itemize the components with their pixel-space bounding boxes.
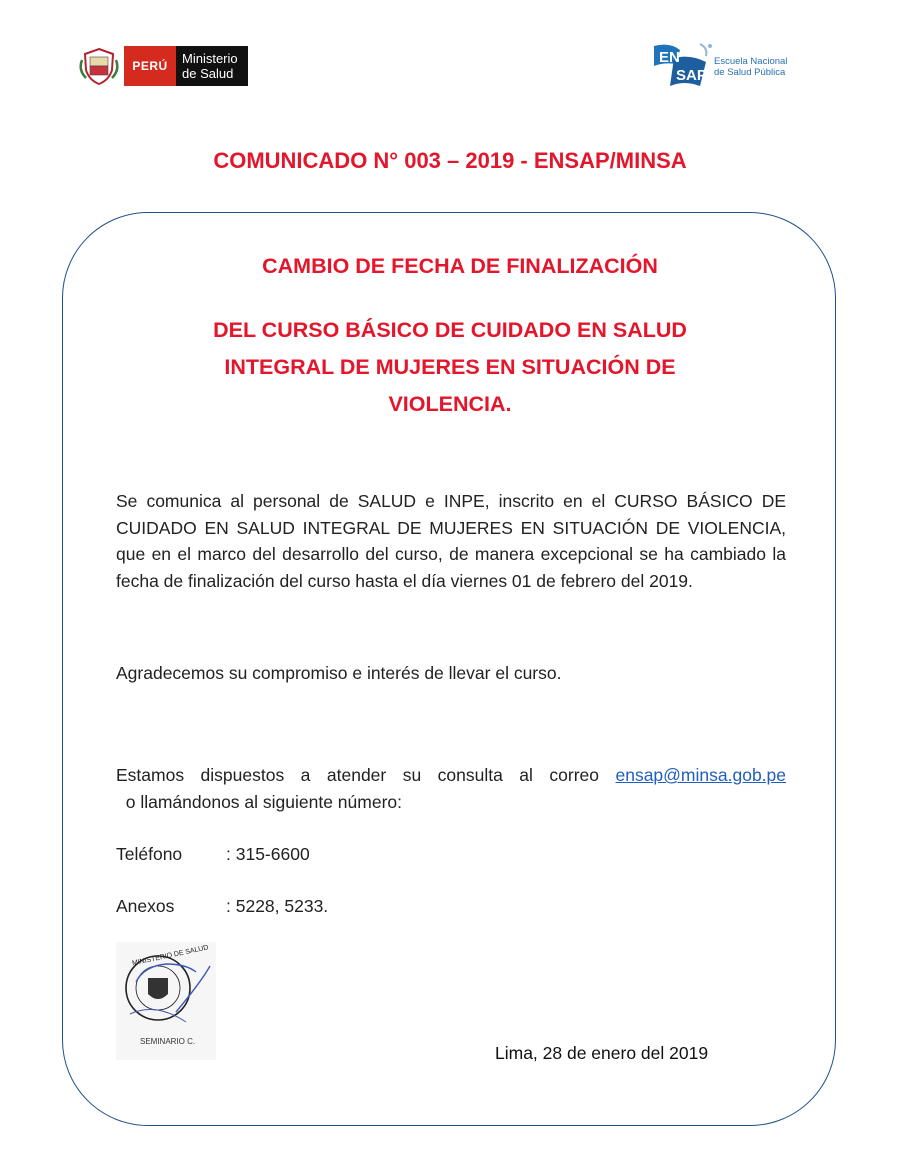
official-stamp <box>116 942 216 1060</box>
subtitle: CAMBIO DE FECHA DE FINALIZACIÓN <box>262 254 658 278</box>
stamp-signature-text: SEMINARIO C. <box>140 1037 196 1046</box>
email-link[interactable]: ensap@minsa.gob.pe <box>615 765 786 785</box>
course-title-line1: DEL CURSO BÁSICO DE CUIDADO EN SALUD <box>213 318 687 342</box>
paragraph-announcement: Se comunica al personal de SALUD e INPE, inscrito en el CURSO BÁSICO DE CUIDADO EN SALUD INTEGRAL DE MUJERES EN SITUACIÓN DE VIOLENCIA, que en el marco del desarrollo del curso, de manera excepcional se ha cambiado la fecha de finalización del curso hasta el día viernes 01 de febrero del 2019. <box>116 491 786 591</box>
svg-text:SAP: SAP <box>676 67 707 84</box>
comunicado-title: COMUNICADO N° 003 – 2019 - ENSAP/MINSA <box>213 148 687 173</box>
ensap-name <box>714 56 787 78</box>
minsa-logo <box>78 42 258 90</box>
anexos-row <box>116 896 328 917</box>
ensap-name-line2: de Salud Pública <box>714 67 786 78</box>
contact-text-after: o llamándonos al siguiente número: <box>116 791 403 812</box>
course-title <box>100 312 800 423</box>
paragraph-thanks: Agradecemos su compromiso e interés de llevar el curso. <box>116 663 562 683</box>
anexos-value: : 5228, 5233. <box>226 896 329 916</box>
course-title-line3: VIOLENCIA. <box>388 392 512 416</box>
ministry-name <box>176 46 238 86</box>
anexos-label: Anexos <box>116 896 175 916</box>
ensap-mark-icon <box>650 40 714 92</box>
date-line: Lima, 28 de enero del 2019 <box>495 1043 709 1063</box>
phone-row <box>116 844 310 865</box>
ministry-name-line2: de Salud <box>182 66 234 81</box>
coat-of-arms-icon <box>78 46 120 86</box>
ministry-name-line1: Ministerio <box>182 51 238 66</box>
paragraph-contact <box>116 762 786 815</box>
ensap-logo <box>650 40 800 92</box>
country-label: PERÚ <box>124 46 176 86</box>
stamp-top-text: MINISTERIO DE SALUD <box>131 944 210 968</box>
ministry-banner <box>124 46 248 86</box>
svg-text:EN: EN <box>659 49 680 66</box>
phone-value: : 315-6600 <box>226 844 310 864</box>
ensap-name-line1: Escuela Nacional <box>714 56 788 67</box>
phone-label: Teléfono <box>116 844 183 864</box>
contact-text-before: Estamos dispuestos a atender su consulta al correo <box>116 765 616 785</box>
course-title-line2: INTEGRAL DE MUJERES EN SITUACIÓN DE <box>224 355 676 379</box>
